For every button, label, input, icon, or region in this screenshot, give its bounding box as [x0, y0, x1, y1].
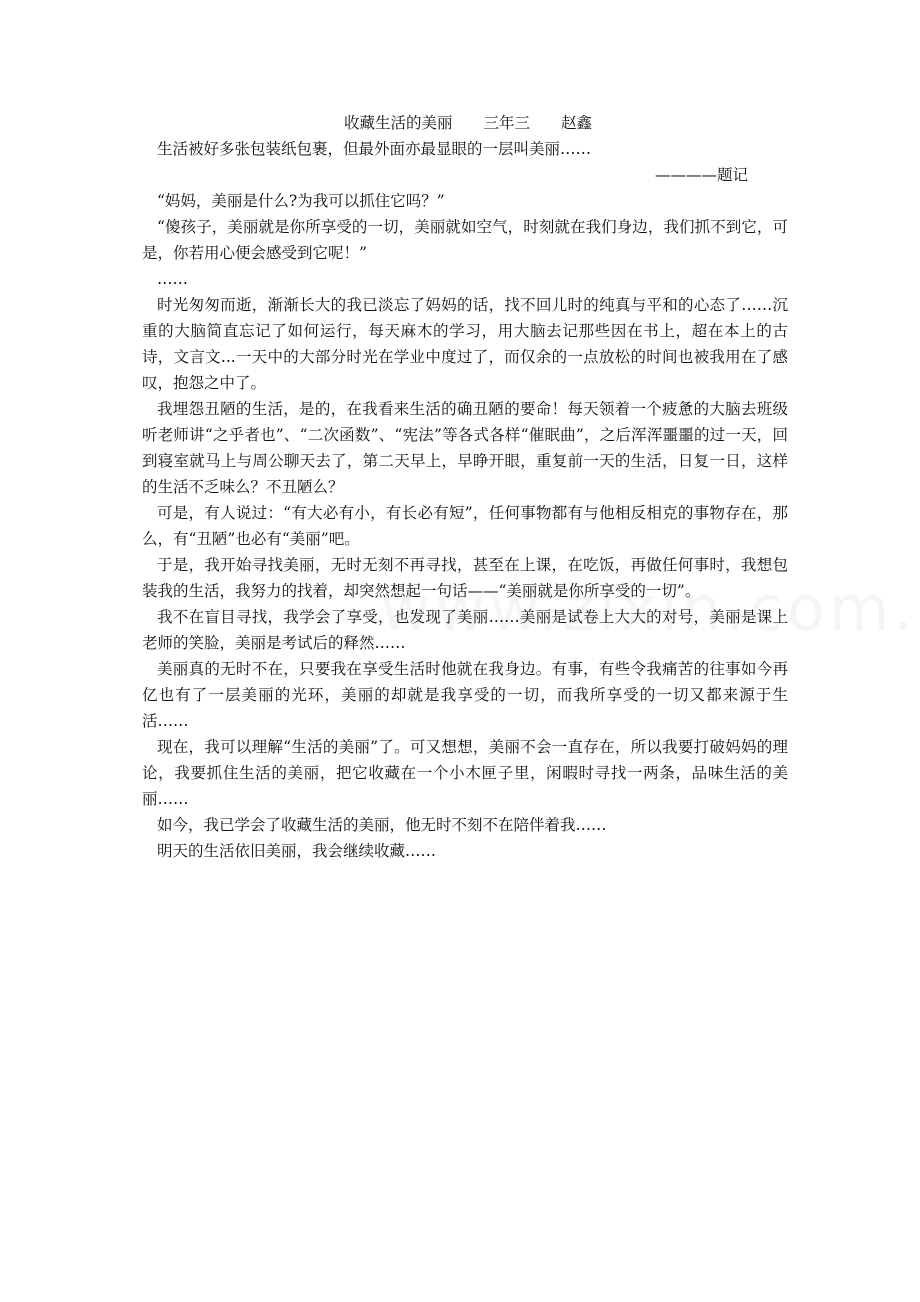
- paragraph: “妈妈，美丽是什么?为我可以抓住它吗？”: [157, 192, 445, 210]
- epigraph-signature: ————题记: [654, 166, 748, 184]
- document-body: [142, 110, 788, 864]
- paragraph: 我埋怨丑陋的生活，是的，在我看来生活的确丑陋的要命！每天领着一个疲惫的大脑去班级听老师讲“之乎者也”、“二次函数”、“宪法”等各式各样“催眠曲”，之后浑浑噩噩的过一天，回到寝室就马上与周公聊天去了，第二天早上，早睁开眼，重复前一天的生活，日复一日，这样的生活不乏味么？不丑陋么？: [142, 400, 788, 496]
- paragraph: 时光匆匆而逝，渐渐长大的我已淡忘了妈妈的话，找不回儿时的纯真与平和的心态了……沉重的大脑简直忘记了如何运行，每天麻木的学习，用大脑去记那些因在书上，超在本上的古诗，文言文...一天中的大部分时光在学业中度过了，而仅余的一点放松的时间也被我用在了感叹，抱怨之中了。: [142, 296, 788, 392]
- paragraph: 可是，有人说过：“有大必有小，有长必有短”，任何事物都有与他相反相克的事物存在，那么，有“丑陋”也必有“美丽”吧。: [142, 504, 788, 548]
- epigraph: 生活被好多张包装纸包裹，但最外面亦最显眼的一层叫美丽……: [157, 140, 592, 158]
- paragraph: ……: [157, 270, 188, 288]
- paragraph: 现在，我可以理解“生活的美丽”了。可又想想，美丽不会一直存在，所以我要打破妈妈的理论，我要抓住生活的美丽，把它收藏在一个小木匣子里，闲暇时寻找一两条，品味生活的美丽……: [142, 738, 788, 808]
- paragraph: 美丽真的无时不在，只要我在享受生活时他就在我身边。有事，有些令我痛苦的往事如今再亿也有了一层美丽的光环，美丽的却就是我享受的一切，而我所享受的一切又都来源于生活……: [142, 660, 788, 730]
- paragraph: 于是，我开始寻找美丽，无时无刻不再寻找，甚至在上课，在吃饭，再做任何事时，我想包装我的生活，我努力的找着，却突然想起一句话——“美丽就是你所享受的一切”。: [142, 556, 788, 600]
- paragraph: 我不在盲目寻找，我学会了享受，也发现了美丽……美丽是试卷上大大的对号，美丽是课上老师的笑脸，美丽是考试后的释然……: [142, 608, 788, 652]
- document-title: 收藏生活的美丽 三年三 赵鑫: [343, 114, 592, 132]
- paragraph: “傻孩子，美丽就是你所享受的一切，美丽就如空气，时刻就在我们身边，我们抓不到它，可是，你若用心便会感受到它呢！”: [142, 218, 788, 262]
- paragraph: 明天的生活依旧美丽，我会继续收藏……: [157, 842, 437, 860]
- paragraph: 如今，我已学会了收藏生活的美丽，他无时不刻不在陪伴着我……: [157, 816, 607, 834]
